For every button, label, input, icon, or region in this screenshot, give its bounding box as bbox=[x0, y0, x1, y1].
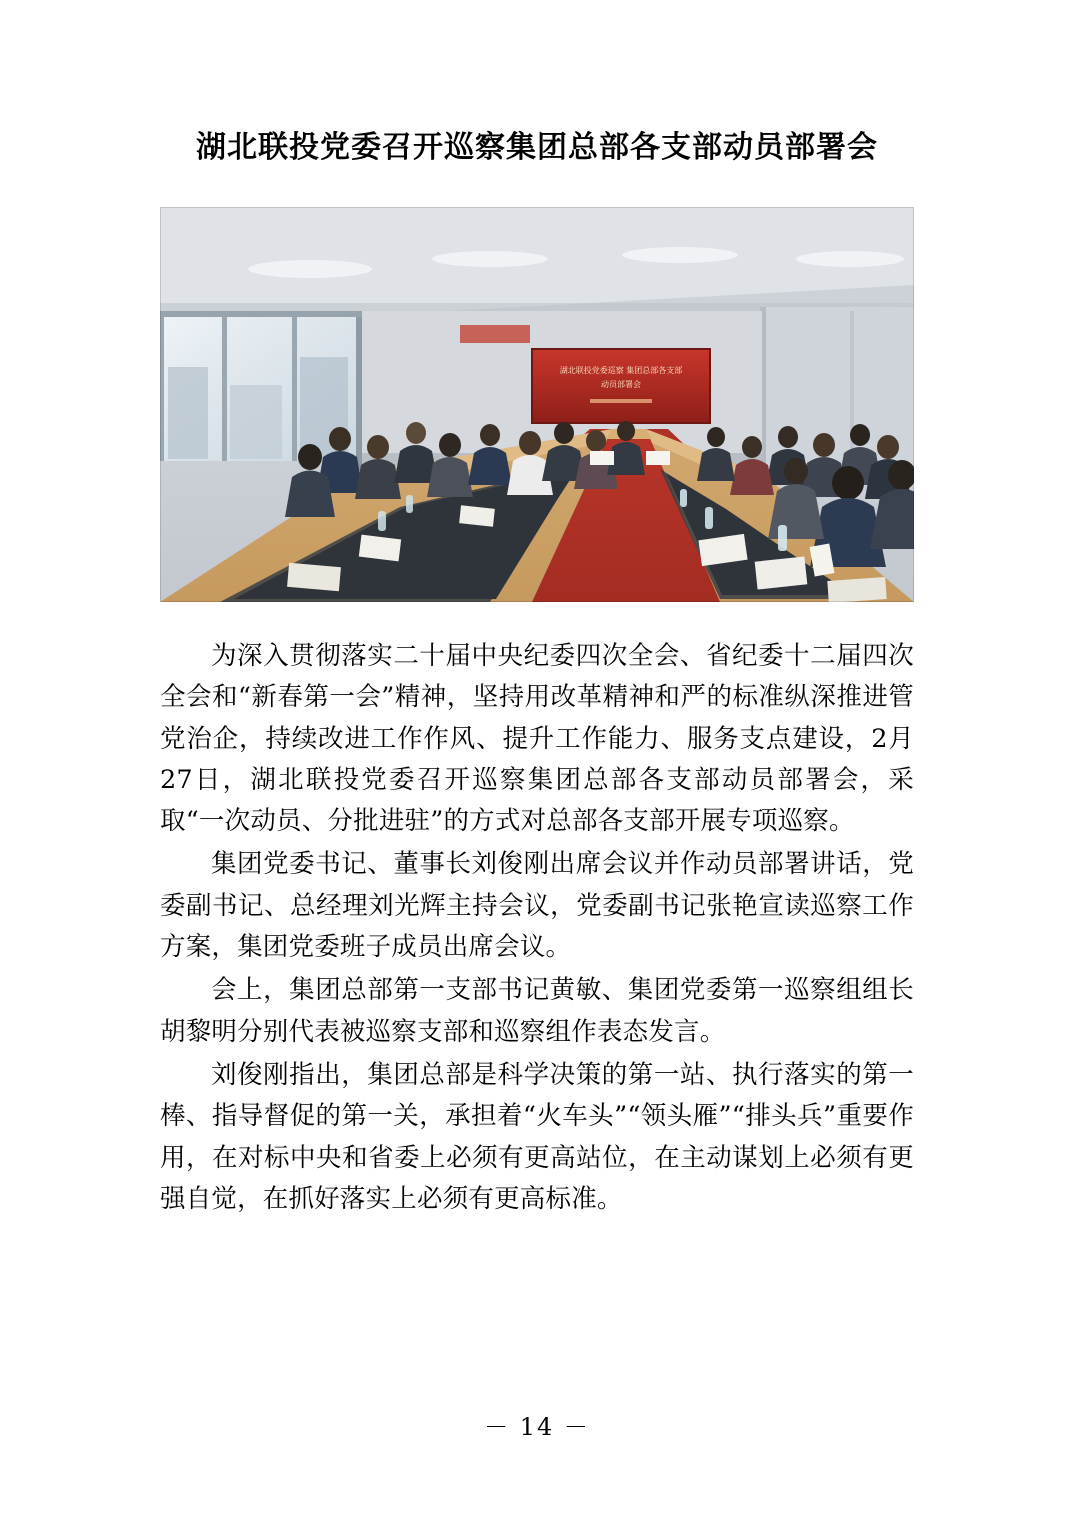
page-number: － 14 － bbox=[484, 1413, 590, 1441]
paragraph-3: 会上，集团总部第一支部书记黄敏、集团党委第一巡察组组长胡黎明分别代表被巡察支部和巡察组作表态发言。 bbox=[160, 975, 914, 1047]
paragraph-2: 集团党委书记、董事长刘俊刚出席会议并作动员部署讲话，党委副书记、总经理刘光辉主持会议，党委副书记张艳宣读巡察工作方案，集团党委班子成员出席会议。 bbox=[160, 849, 914, 963]
svg-text:动员部署会: 动员部署会 bbox=[601, 380, 641, 389]
paragraph-4: 刘俊刚指出，集团总部是科学决策的第一站、执行落实的第一棒、指导督促的第一关，承担着“火车头”“领头雁”“排头兵”重要作用，在对标中央和省委上必须有更高站位，在主动谋划上必须有更强自觉，在抓好落实上必须有更高标准。 bbox=[160, 1059, 914, 1214]
article-body bbox=[160, 636, 914, 1220]
meeting-photo bbox=[160, 207, 914, 602]
page-title: 湖北联投党委召开巡察集团总部各支部动员部署会 bbox=[196, 130, 878, 165]
paragraph-1: 为深入贯彻落实二十届中央纪委四次全会、省纪委十二届四次全会和“新春第一会”精神，坚持用改革精神和严的标准纵深推进管党治企，持续改进工作作风、提升工作能力、服务支点建设，2月27日，湖北联投党委召开巡察集团总部各支部动员部署会，采取“一次动员、分批进驻”的方式对总部各支部开展专项巡察。 bbox=[160, 641, 914, 837]
meeting-photo-illustration bbox=[160, 207, 914, 602]
svg-text:湖北联投党委巡察 集团总部各支部: 湖北联投党委巡察 集团总部各支部 bbox=[559, 366, 683, 375]
